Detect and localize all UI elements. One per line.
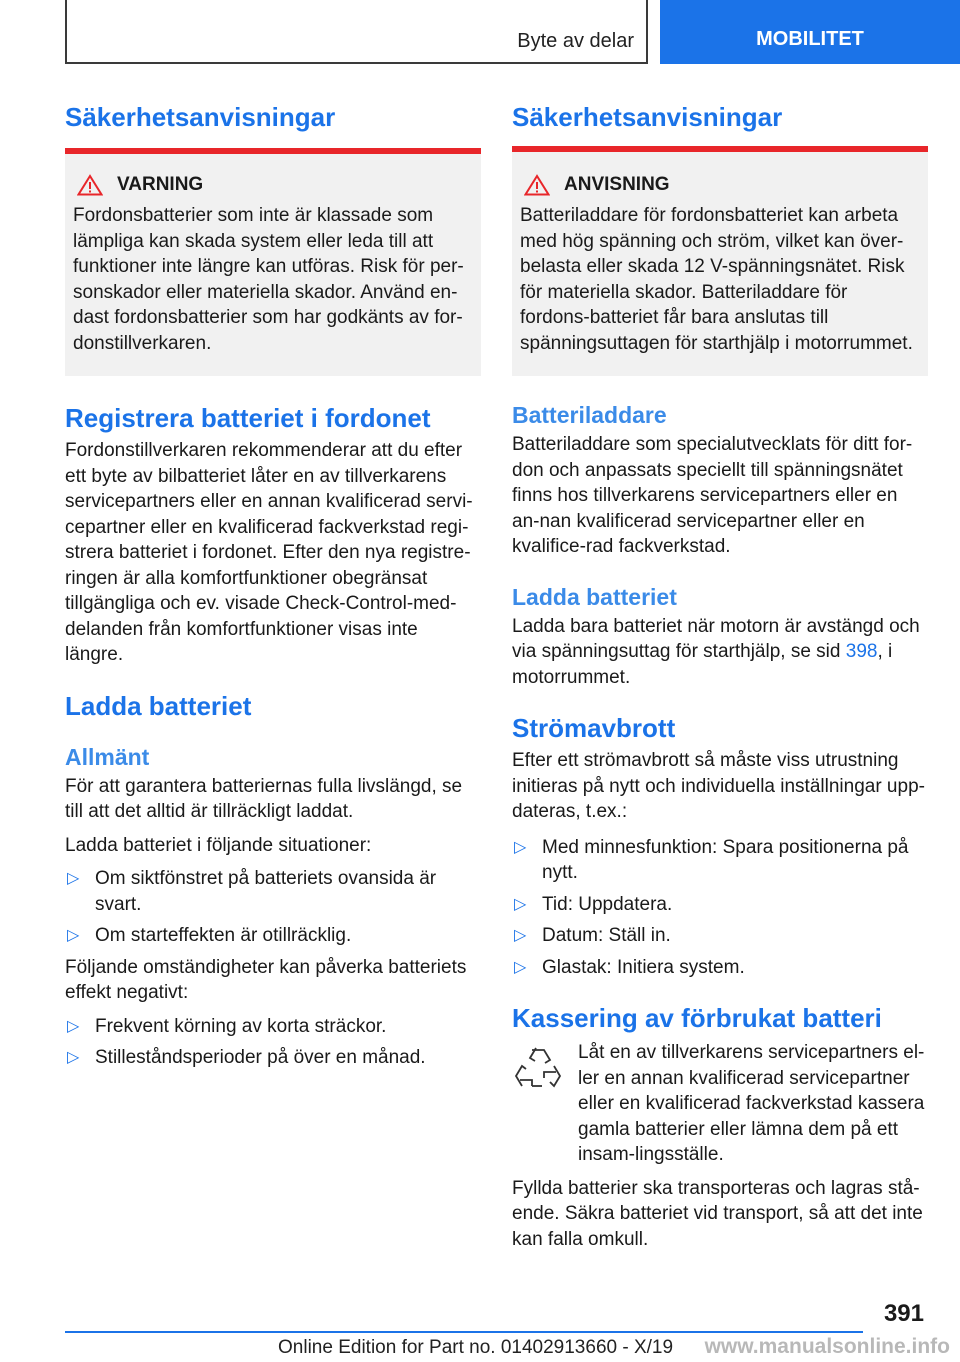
triangle-bullet-icon: ▷	[67, 1017, 80, 1035]
warning-triangle-icon	[524, 174, 550, 196]
disposal-text-1: Låt en av tillverkarens servicepartners el-ler en annan kvalificerad servicepartner eller en kvalificerad fackverkstad kassera gamla batterier eller lämna dem på ett insam-lingsställe.	[578, 1042, 925, 1165]
triangle-bullet-icon: ▷	[514, 958, 527, 976]
charge-p2: Ladda batteriet i följande situationer:	[65, 834, 372, 856]
charge-p3: Följande omständigheter kan påverka batteriets effekt negativt:	[65, 956, 467, 1003]
left-column	[65, 100, 481, 1071]
power-outage-heading: Strömavbrott	[512, 713, 676, 743]
disposal-block	[512, 1040, 928, 1168]
header-chapter-tab[interactable]: MOBILITET	[660, 0, 960, 64]
notice-box	[512, 152, 928, 376]
page-link-398[interactable]: 398	[845, 641, 878, 662]
charger-heading: Batteriladdare	[512, 402, 667, 428]
page-number: 391	[883, 1300, 924, 1327]
warning-head	[73, 172, 473, 197]
list-item: ▷ Med minnesfunktion: Spara positionerna på nytt.	[514, 836, 909, 883]
disposal-text-2: Fyllda batterier ska transporteras och lagras stå-ende. Säkra batteriet vid transport, så att det inte kan falla omkull.	[512, 1177, 923, 1250]
warning-label: VARNING	[117, 174, 204, 195]
notice-head	[520, 172, 920, 197]
header-section-title: Byte av delar	[517, 30, 634, 52]
safety-title-right: Säkerhetsanvisningar	[512, 102, 783, 132]
charge-heading-left: Ladda batteriet	[65, 690, 252, 721]
safety-title-left: Säkerhetsanvisningar	[65, 102, 336, 132]
power-list	[512, 835, 928, 981]
charge-list-2	[65, 1014, 481, 1071]
list-item: ▷ Glastak: Initiera system.	[512, 955, 928, 981]
register-text: Fordonstillverkaren rekommenderar att du efter ett byte av bilbatteriet låter en av tillverkarens servicepartners eller en annan kvalificerad servi-cepartner eller en kvalificerad fackverkstad regi-strera batteriet i fordonet. Efter den nya registre-ringen är alla komfortfunktioner obegränsat tillgängliga och ev. visade Check-Control-med-delanden från komfortfunktioner visas inte längre.	[65, 440, 473, 665]
charge-list-1	[65, 866, 481, 949]
recycle-icon	[512, 1044, 564, 1094]
notice-text: Batteriladdare för fordonsbatteriet kan arbeta med hög spänning och ström, vilket kan över-belasta eller skada 12 V-spänningsnätet. Risk för materiella skador. Batteriladdare för fordons-batteriet får bara anslutas till spänningsuttagen för starthjälp i motorrummet.	[520, 205, 913, 354]
footer-edition: Online Edition for Part no. 01402913660 - X/19	[278, 1337, 674, 1358]
list-item: ▷ Stilleståndsperioder på över en månad.	[65, 1045, 481, 1071]
right-column	[512, 100, 928, 1252]
disposal-heading: Kassering av förbrukat batteri	[512, 1003, 882, 1033]
triangle-bullet-icon: ▷	[514, 838, 527, 856]
triangle-bullet-icon: ▷	[67, 1049, 80, 1066]
notice-label: ANVISNING	[564, 174, 670, 195]
register-heading: Registrera batteriet i fordonet	[65, 403, 431, 433]
general-subheading: Allmänt	[65, 743, 150, 770]
list-item: ▷ Tid: Uppdatera.	[512, 892, 928, 918]
triangle-bullet-icon: ▷	[514, 895, 527, 913]
list-item: ▷ Om starteffekten är otillräcklig.	[65, 923, 481, 949]
footer-rule	[65, 1331, 863, 1333]
warning-box	[65, 154, 481, 376]
warning-text: Fordonsbatterier som inte är klassade som lämpliga kan skada system eller leda till att funktioner inte längre kan utföras. Risk för per-sonskador eller materiella skador. Använd en-dast fordonsbatterier som har godkänts av for-donstillverkaren.	[73, 205, 464, 354]
charger-text: Batteriladdare som specialutvecklats för ditt for-don och anpassats speciellt till spänningsnätet finns hos tillverkarens servicepartners eller en an-nan kvalificerad servicepartner eller en kvalifice-rad fackverkstad.	[512, 434, 913, 557]
list-item: ▷ Om siktfönstret på batteriets ovansida är svart.	[67, 868, 437, 915]
charge-battery-text: Ladda bara batteriet när motorn är avstängd och via spänningsuttag för starthjälp, se sid 398, i motorrummet.	[512, 615, 920, 688]
triangle-bullet-icon: ▷	[67, 870, 80, 887]
list-item: ▷ Datum: Ställ in.	[512, 923, 928, 949]
triangle-bullet-icon: ▷	[67, 927, 80, 944]
charge-p1: För att garantera batteriernas fulla livslängd, se till att det alltid är tillräckligt laddat.	[65, 775, 463, 822]
triangle-bullet-icon: ▷	[514, 927, 527, 944]
warning-triangle-icon	[77, 174, 103, 196]
watermark: www.manualsonline.info	[704, 1335, 950, 1358]
charge-heading-right: Ladda batteriet	[512, 583, 677, 610]
list-item: ▷ Frekvent körning av korta sträckor.	[65, 1014, 481, 1040]
power-outage-text: Efter ett strömavbrott så måste viss utrustning initieras på nytt och individuella inställningar upp-dateras, t.ex.:	[512, 750, 925, 822]
